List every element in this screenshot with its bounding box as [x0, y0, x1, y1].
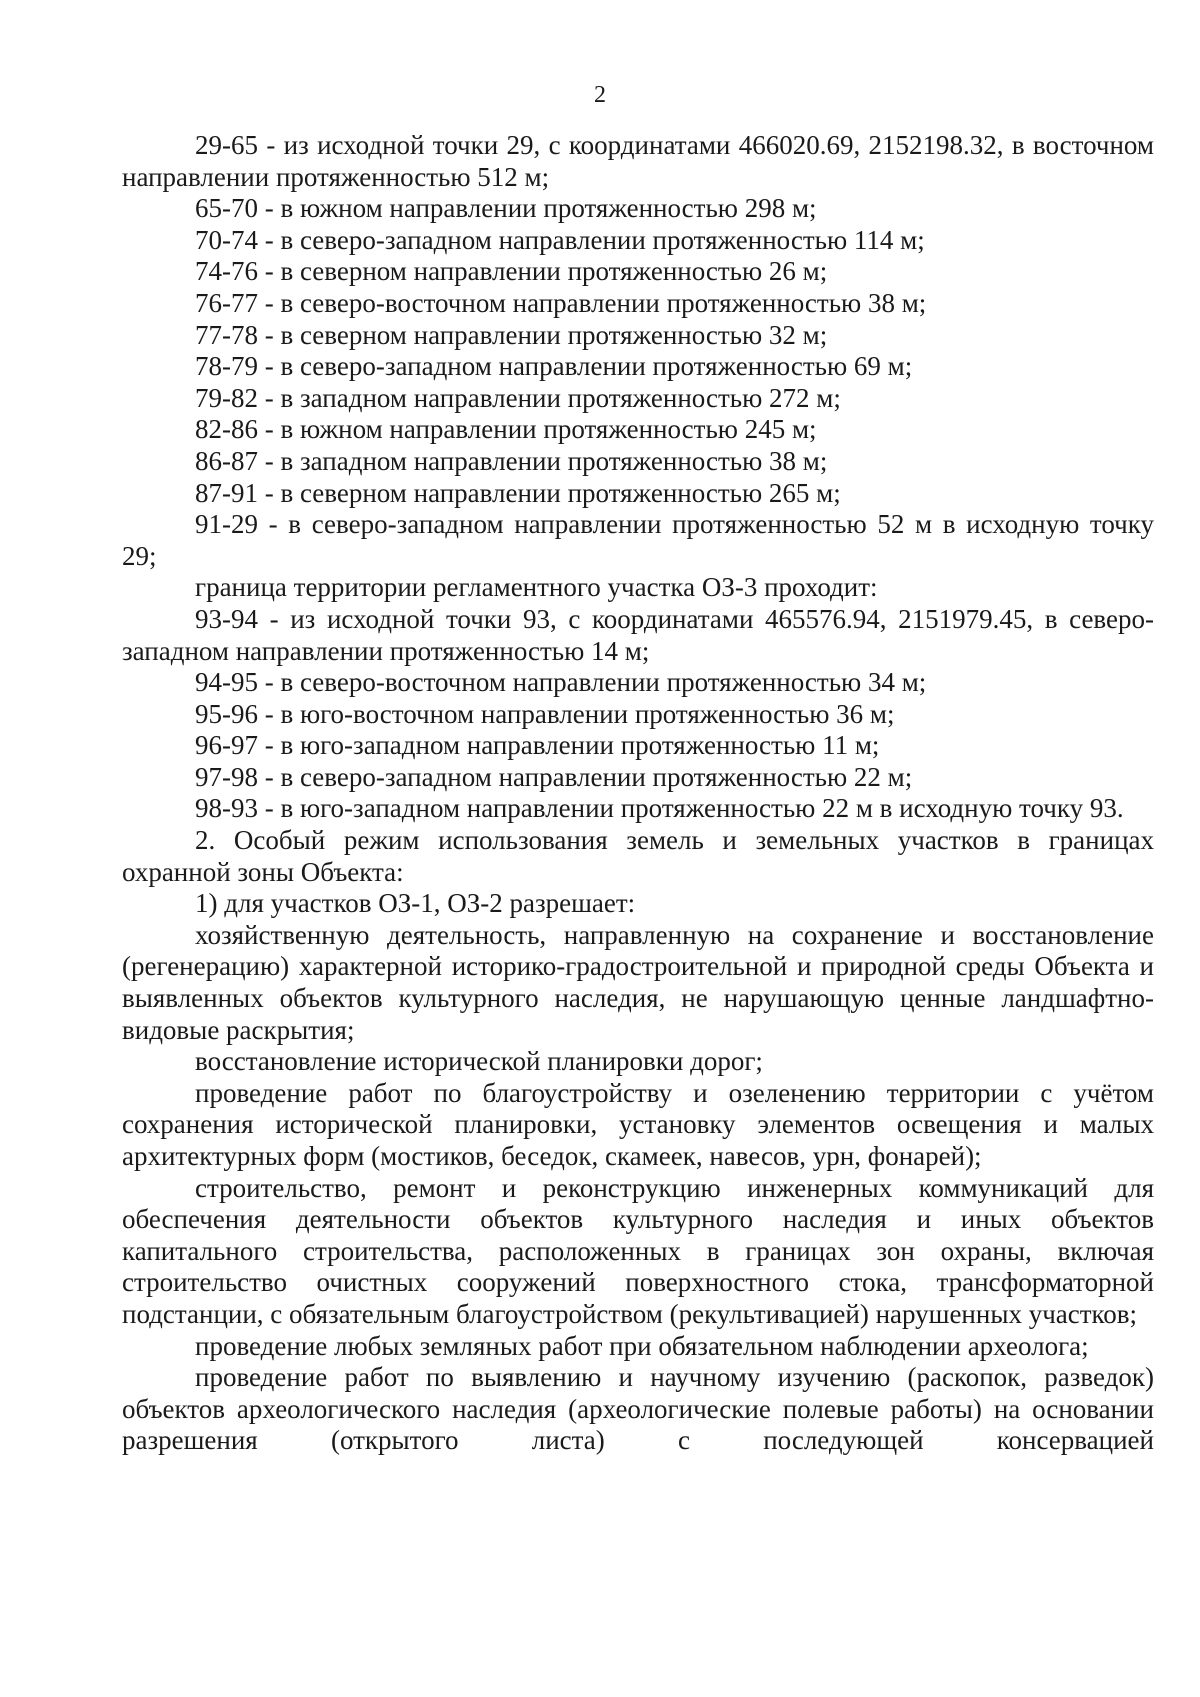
paragraph-segment-82-86: 82-86 - в южном направлении протяженностью 245 м; — [195, 414, 817, 445]
paragraph-archaeology: проведение работ по выявлению и научному изучению (раскопок, разведок) объектов археологического наследия (археологические полевые работы) на основании разрешения (открытого листа) с последующей консервацией — [122, 1362, 1154, 1456]
paragraph-landscaping: проведение работ по благоустройству и озеленению территории с учётом сохранения исторической планировки, установку элементов освещения и малых архитектурных форм (мостиков, беседок, скамеек, навесов, урн, фонарей); — [122, 1077, 1154, 1171]
paragraph-segment-76-77: 76-77 - в северо-восточном направлении протяженностью 38 м; — [195, 287, 927, 318]
paragraph-segment-87-91: 87-91 - в северном направлении протяженностью 265 м; — [195, 477, 841, 508]
paragraph-economic-activity: хозяйственную деятельность, направленную на сохранение и восстановление (регенерацию) характерной историко-градостроительной и природной среды Объекта и выявленных объектов культурного наследия, не нарушающую ценные ландшафтно-видовые раскрытия; — [122, 919, 1154, 1045]
paragraph-item-1: 1) для участков ОЗ-1, ОЗ-2 разрешает: — [195, 888, 636, 919]
paragraph-segment-79-82: 79-82 - в западном направлении протяженностью 272 м; — [195, 382, 841, 413]
paragraph-segment-74-76: 74-76 - в северном направлении протяженностью 26 м; — [195, 256, 828, 287]
paragraph-earthworks: проведение любых земляных работ при обязательном наблюдении археолога; — [195, 1330, 1089, 1361]
paragraph-segment-98-93: 98-93 - в юго-западном направлении протяженностью 22 м в исходную точку 93. — [195, 793, 1124, 824]
paragraph-utilities: строительство, ремонт и реконструкцию инженерных коммуникаций для обеспечения деятельности объектов культурного наследия и иных объектов капитального строительства, расположенных в границах зон охраны, включая строительство очистных сооружений поверхностного стока, трансформаторной подстанции, с обязательным благоустройством (рекультивацией) нарушенных участков; — [122, 1172, 1154, 1329]
paragraph-segment-96-97: 96-97 - в юго-западном направлении протяженностью 11 м; — [195, 730, 880, 761]
paragraph-segment-91-29: 91-29 - в северо-западном направлении протяженностью 52 м в исходную точку 29; — [122, 509, 1154, 571]
paragraph-segment-70-74: 70-74 - в северо-западном направлении протяженностью 114 м; — [195, 224, 925, 255]
paragraph-oz3-heading: граница территории регламентного участка ОЗ-3 проходит: — [195, 572, 878, 603]
page-number: 2 — [594, 82, 606, 108]
paragraph-segment-93-94: 93-94 - из исходной точки 93, с координатами 465576.94, 2151979.45, в северо-западном направлении протяженностью 14 м; — [122, 603, 1154, 666]
document-body — [122, 130, 1154, 1457]
paragraph-section-2: 2. Особый режим использования земель и земельных участков в границах охранной зоны Объекта: — [122, 825, 1154, 887]
paragraph-segment-78-79: 78-79 - в северо-западном направлении протяженностью 69 м; — [195, 351, 913, 382]
paragraph-segment-94-95: 94-95 - в северо-восточном направлении протяженностью 34 м; — [195, 667, 927, 698]
paragraph-segment-65-70: 65-70 - в южном направлении протяженностью 298 м; — [195, 193, 817, 224]
paragraph-road-restoration: восстановление исторической планировки дорог; — [195, 1046, 763, 1077]
paragraph-segment-77-78: 77-78 - в северном направлении протяженностью 32 м; — [195, 319, 828, 350]
paragraph-segment-86-87: 86-87 - в западном направлении протяженностью 38 м; — [195, 445, 828, 476]
paragraph-segment-29-65: 29-65 - из исходной точки 29, с координатами 466020.69, 2152198.32, в восточном направлении протяженностью 512 м; — [122, 130, 1154, 192]
paragraph-segment-97-98: 97-98 - в северо-западном направлении протяженностью 22 м; — [195, 761, 913, 792]
paragraph-segment-95-96: 95-96 - в юго-восточном направлении протяженностью 36 м; — [195, 698, 895, 729]
